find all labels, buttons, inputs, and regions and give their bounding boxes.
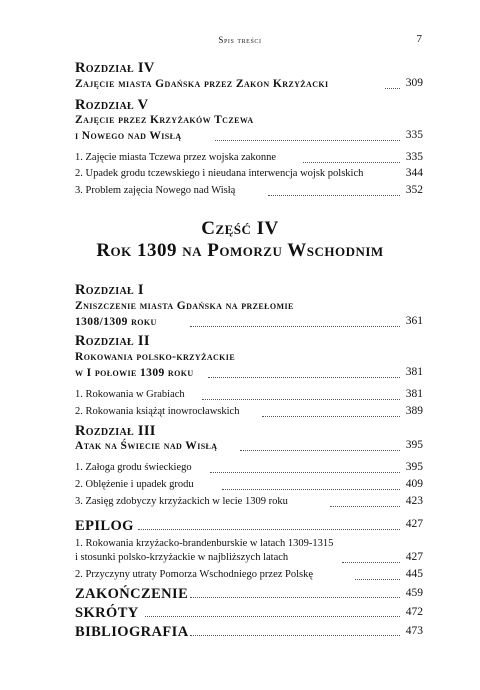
toc-entry-title: i Nowego nad Wisłą [75,130,182,142]
chapter-heading: Rozdział I [75,282,144,298]
toc-subentry: 1. Rokowania krzyżacko-brandenburskie w latach 1309-1315 [75,538,334,549]
page-ref: 395 [405,461,423,473]
dot-leader [268,195,400,196]
page-ref: 309 [405,77,423,89]
page-ref: 389 [405,405,423,417]
chapter-heading: Rozdział V [75,97,149,113]
section-heading: ZAKOŃCZENIE [75,586,189,602]
toc-subentry: 2. Rokowania książąt inowrocławskich [75,406,240,417]
dot-leader [202,399,400,400]
page-ref: 381 [405,388,423,400]
toc-subentry: 1. Załoga grodu świeckiego [75,462,192,473]
chapter-heading: Rozdział II [75,333,150,349]
page-ref: 445 [405,568,423,580]
dot-leader [190,635,400,636]
page-ref: 335 [405,129,423,141]
running-header: Spis treści [218,35,262,45]
page-ref: 427 [405,518,423,530]
toc-subentry: 3. Problem zajęcia Nowego nad Wisłą [75,185,236,196]
page-ref: 459 [405,587,423,599]
toc-entry-title: Atak na Świecie nad Wisłą [75,440,218,452]
page-ref: 335 [405,151,423,163]
toc-subentry: 1. Rokowania w Grabiach [75,389,185,400]
dot-leader [190,597,400,598]
page-ref: 361 [405,315,423,327]
toc-entry-title: 1308/1309 roku [75,316,157,328]
toc-subentry: 2. Upadek grodu tczewskiego i nieudana interwencja wojsk polskich [75,168,364,179]
page-ref: 472 [405,606,423,618]
part-title: Rok 1309 na Pomorzu Wschodnim [96,240,384,261]
section-heading: EPILOG [75,518,134,534]
page-ref: 352 [405,184,423,196]
part-label: Część IV [201,218,279,239]
toc-entry-title: w I połowie 1309 roku [75,367,194,379]
page-ref: 395 [405,439,423,451]
toc-subentry: 2. Przyczyny utraty Pomorza Wschodniego przez Polskę [75,569,314,580]
dot-leader [240,450,400,451]
dot-leader [145,616,400,617]
chapter-heading: Rozdział IV [75,60,155,76]
dot-leader [210,472,400,473]
dot-leader [190,326,400,327]
toc-subentry: 2. Oblężenie i upadek grodu [75,479,194,490]
page-ref: 409 [405,478,423,490]
dot-leader [138,529,400,530]
chapter-heading: Rozdział III [75,423,156,439]
toc-subentry: 1. Zajęcie miasta Tczewa przez wojska zakonne [75,152,277,163]
toc-entry-title: Rokowania polsko-krzyżackie [75,351,236,363]
page-ref: 427 [405,551,423,563]
dot-leader [262,416,400,417]
section-heading: BIBLIOGRAFIA [75,624,189,640]
page-ref: 423 [405,495,423,507]
toc-subentry: i stosunki polsko-krzyżackie w najbliższych latach [75,552,289,563]
toc-entry-title: Zajęcie miasta Gdańska przez Zakon Krzyżacki [75,78,329,90]
page-ref: 381 [405,366,423,378]
dot-leader [208,377,400,378]
toc-entry-title: Zniszczenie miasta Gdańska na przełomie [75,300,294,312]
page-ref: 344 [405,167,423,179]
toc-subentry: 3. Zasięg zdobyczy krzyżackich w lecie 1309 roku [75,496,288,507]
page-ref: 473 [405,625,423,637]
toc-entry-title: Zajęcie przez Krzyżaków Tczewa [75,114,254,126]
page-number: 7 [416,33,422,45]
dot-leader [215,140,400,141]
dot-leader [222,489,400,490]
section-heading: SKRÓTY [75,605,139,621]
